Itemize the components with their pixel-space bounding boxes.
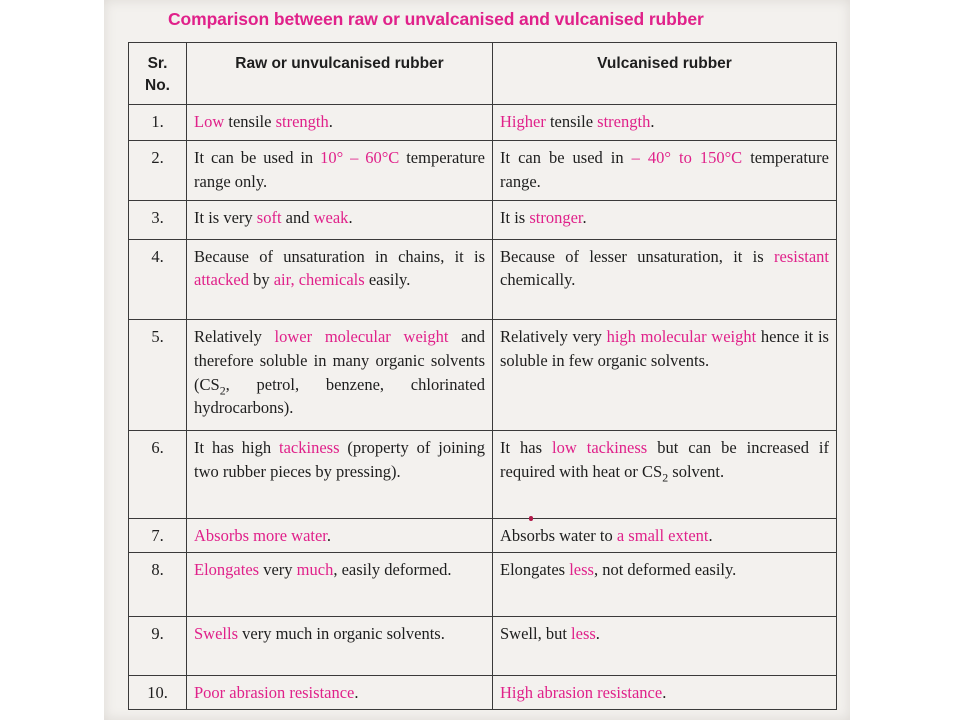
text-segment: Swell, but xyxy=(500,623,572,643)
highlighted-text: High abrasion resistance xyxy=(500,683,663,703)
text-segment: It has xyxy=(500,437,553,457)
highlighted-text: a small extent xyxy=(616,526,709,545)
cell-raw-rubber xyxy=(187,430,493,518)
table-row xyxy=(129,200,837,239)
text-segment: , not deformed easily. xyxy=(593,559,737,579)
header-raw-rubber: Raw or unvulcanised rubber xyxy=(187,43,493,105)
highlighted-text: less xyxy=(569,559,594,579)
text-segment: , petrol, benzene, chlorinated hydrocarbons). xyxy=(194,374,485,418)
text-segment: (property of joining two rubber pieces by pressing). xyxy=(194,437,485,481)
highlighted-text: soft xyxy=(256,207,282,227)
text-segment: It has high xyxy=(194,437,280,457)
row-sr-no: 6. xyxy=(129,430,187,518)
text-segment: by xyxy=(248,270,274,290)
cell-raw-rubber xyxy=(187,105,493,141)
row-sr-no: 1. xyxy=(129,105,187,141)
cell-raw-rubber xyxy=(187,676,493,710)
text-segment: chemically. xyxy=(500,270,576,290)
row-sr-no: 9. xyxy=(129,616,187,676)
row-sr-no: 4. xyxy=(129,239,187,319)
text-segment: easily. xyxy=(364,270,411,290)
text-segment: temperature range only. xyxy=(194,147,485,191)
table-row xyxy=(129,140,837,200)
text-segment: . xyxy=(348,207,353,227)
page-title: Comparison between raw or unvalcanised and vulcanised rubber xyxy=(168,9,704,29)
highlighted-text: Swells xyxy=(194,623,239,643)
text-segment: solvent. xyxy=(668,461,725,481)
row-sr-no: 5. xyxy=(129,319,187,430)
highlighted-text: attacked xyxy=(194,270,249,290)
text-segment: hence it is soluble in few organic solvents. xyxy=(500,326,829,370)
table-row xyxy=(129,430,837,518)
text-segment: Because of lesser unsaturation, it is xyxy=(500,246,774,266)
text-segment: . xyxy=(328,112,333,131)
cell-raw-rubber xyxy=(187,239,493,319)
text-segment: . xyxy=(662,683,667,703)
text-segment: It can be used in xyxy=(500,147,632,167)
highlighted-text: resistant xyxy=(774,246,829,266)
subscript-text: 2 xyxy=(662,469,669,484)
text-segment: very xyxy=(259,559,297,579)
table-row xyxy=(129,552,837,616)
text-segment: Relatively very xyxy=(500,326,607,346)
text-segment: and xyxy=(281,207,314,227)
cell-vulcanised-rubber xyxy=(493,519,837,553)
highlighted-text: lower molecular weight xyxy=(274,326,449,346)
text-segment: and therefore soluble in many organic solvents (CS xyxy=(194,326,485,394)
header-sr-line2: No. xyxy=(145,76,170,94)
table-row xyxy=(129,319,837,430)
highlighted-text: – 40° to 150°C xyxy=(631,147,743,167)
row-sr-no: 2. xyxy=(129,140,187,200)
cell-vulcanised-rubber xyxy=(493,140,837,200)
text-segment: . xyxy=(582,207,587,227)
text-segment: It is very xyxy=(194,207,257,227)
text-segment: but can be increased if required with heat or CS xyxy=(500,437,829,481)
highlighted-text: Elongates xyxy=(194,559,260,579)
highlighted-text: Poor abrasion resistance xyxy=(194,683,355,703)
text-segment: Because of unsaturation in chains, it is xyxy=(194,246,485,266)
ink-speck xyxy=(529,516,533,521)
text-segment: Elongates xyxy=(500,559,570,579)
text-segment: . xyxy=(595,623,600,643)
table-body xyxy=(129,105,837,710)
cell-raw-rubber xyxy=(187,552,493,616)
highlighted-text: strength xyxy=(597,112,651,131)
table-row xyxy=(129,239,837,319)
text-segment: Absorbs water to xyxy=(500,526,617,545)
header-sr-no xyxy=(129,43,187,105)
table-row xyxy=(129,519,837,553)
cell-vulcanised-rubber xyxy=(493,616,837,676)
text-segment: very much in organic solvents. xyxy=(238,623,445,643)
cell-vulcanised-rubber xyxy=(493,319,837,430)
highlighted-text: Low xyxy=(194,112,225,131)
text-segment: , easily deformed. xyxy=(333,559,452,579)
cell-vulcanised-rubber xyxy=(493,430,837,518)
comparison-table xyxy=(128,42,837,710)
cell-vulcanised-rubber xyxy=(493,676,837,710)
text-segment: It can be used in xyxy=(194,147,321,167)
text-segment: It is xyxy=(500,207,530,227)
header-sr-line1: Sr. xyxy=(147,55,168,72)
header-row xyxy=(129,43,837,105)
text-segment: tensile xyxy=(545,112,598,131)
text-segment: . xyxy=(708,526,713,545)
subscript-text: 2 xyxy=(219,382,226,397)
cell-vulcanised-rubber xyxy=(493,239,837,319)
table-row xyxy=(129,105,837,141)
highlighted-text: strength xyxy=(275,112,329,131)
cell-raw-rubber xyxy=(187,140,493,200)
cell-raw-rubber xyxy=(187,519,493,553)
cell-vulcanised-rubber xyxy=(493,552,837,616)
cell-raw-rubber xyxy=(187,319,493,430)
highlighted-text: air, chemicals xyxy=(273,270,365,290)
cell-vulcanised-rubber xyxy=(493,200,837,239)
row-sr-no: 3. xyxy=(129,200,187,239)
row-sr-no: 10. xyxy=(129,676,187,710)
text-segment: . xyxy=(650,112,655,131)
cell-raw-rubber xyxy=(187,200,493,239)
text-segment: Relatively xyxy=(194,326,275,346)
text-segment: . xyxy=(326,526,332,545)
highlighted-text: low tackiness xyxy=(552,437,648,457)
highlighted-text: tackiness xyxy=(279,437,340,457)
header-vulcanised-rubber: Vulcanised rubber xyxy=(493,43,837,105)
table-row xyxy=(129,616,837,676)
highlighted-text: less xyxy=(571,623,596,643)
table-row xyxy=(129,676,837,710)
highlighted-text: Higher xyxy=(500,112,546,131)
text-segment: . xyxy=(354,683,359,703)
highlighted-text: high molecular weight xyxy=(606,326,757,346)
highlighted-text: 10° – 60°C xyxy=(320,147,400,167)
text-segment: tensile xyxy=(224,112,276,131)
highlighted-text: stronger xyxy=(529,207,583,227)
highlighted-text: much xyxy=(296,559,334,579)
text-segment: temperature range. xyxy=(500,147,829,191)
cell-raw-rubber xyxy=(187,616,493,676)
row-sr-no: 8. xyxy=(129,552,187,616)
cell-vulcanised-rubber xyxy=(493,105,837,141)
highlighted-text: Absorbs more water xyxy=(194,526,327,545)
highlighted-text: weak xyxy=(313,207,349,227)
row-sr-no: 7. xyxy=(129,519,187,553)
